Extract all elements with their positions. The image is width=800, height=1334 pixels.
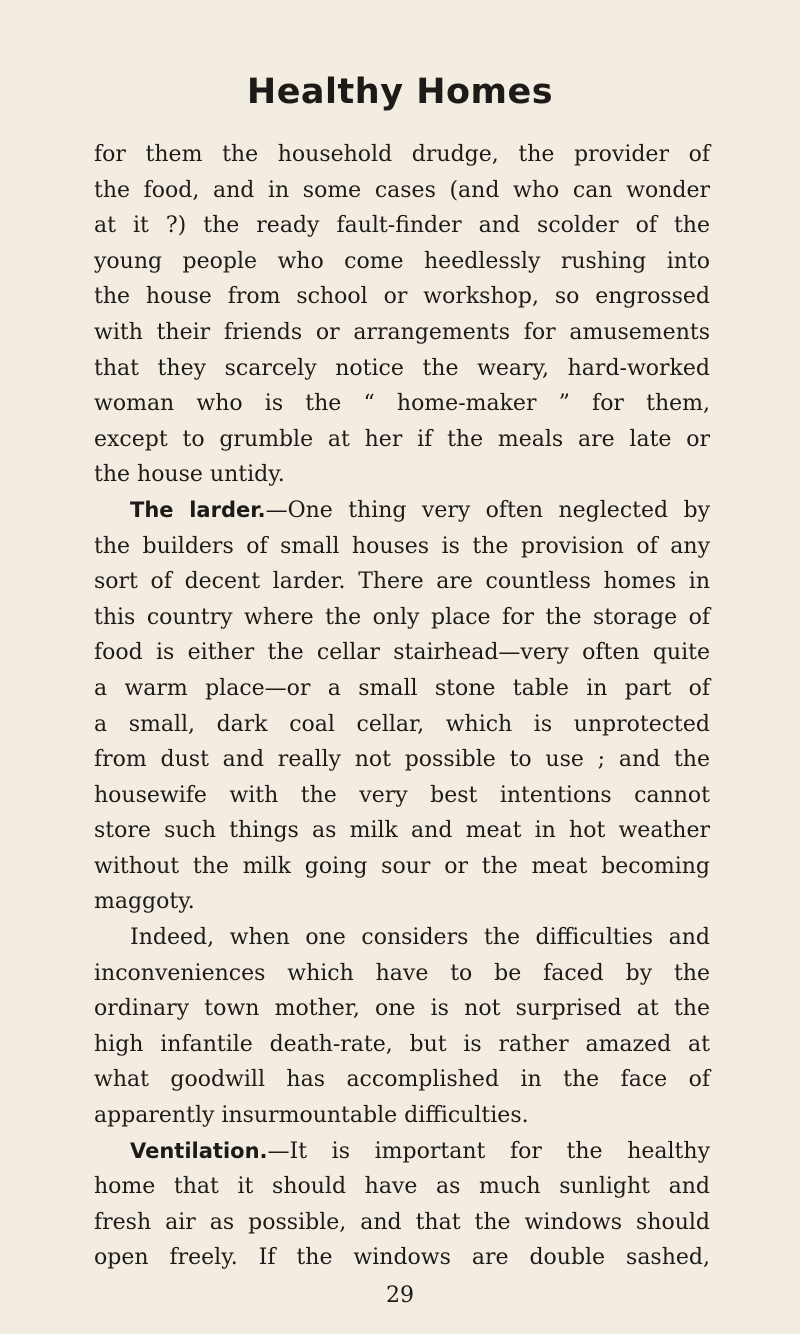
- text-line: [94, 991, 710, 1027]
- section-heading: Ventilation.: [130, 1138, 268, 1163]
- text-line: [94, 315, 710, 351]
- line-text: home that it should have as much sunlight and: [94, 1174, 710, 1200]
- text-line: [94, 707, 710, 743]
- text-line: [94, 457, 710, 493]
- line-text: at it ?) the ready fault-finder and scolder of the: [94, 213, 710, 239]
- text-line: [94, 884, 710, 920]
- line-text: inconveniences which have to be faced by the: [94, 960, 710, 986]
- line-text: maggoty.: [94, 889, 195, 915]
- body-text: [94, 137, 710, 1276]
- line-text: for them the household drudge, the provider of: [94, 142, 710, 167]
- line-text: with their friends or arrangements for amusements: [94, 319, 710, 345]
- line-text: housewife with the very best intentions cannot: [94, 782, 710, 808]
- line-text: open freely. If the windows are double sashed,: [94, 1245, 710, 1271]
- text-line: [94, 1205, 710, 1241]
- text-line: [94, 564, 710, 600]
- text-line: [94, 1134, 710, 1170]
- text-line: [94, 279, 710, 315]
- running-head: Healthy Homes: [246, 72, 554, 112]
- text-line: [94, 1062, 710, 1098]
- line-text: that they scarcely notice the weary, hard-worked: [94, 355, 710, 381]
- line-text: ordinary town mother, one is not surprised at the: [94, 996, 710, 1022]
- text-line: [94, 956, 710, 992]
- page-number: 29: [386, 1283, 414, 1308]
- line-text: the builders of small houses is the provision of any: [94, 533, 710, 559]
- line-text: a small, dark coal cellar, which is unprotected: [94, 711, 710, 737]
- line-text: —One thing very often neglected by: [265, 497, 710, 523]
- line-text: Indeed, when one considers the difficulties and: [130, 925, 710, 951]
- text-line: [94, 244, 710, 280]
- text-line: [94, 635, 710, 671]
- line-text: the house untidy.: [94, 462, 285, 488]
- line-text: sort of decent larder. There are countless homes in: [94, 569, 710, 595]
- text-line: [94, 813, 710, 849]
- text-line: [94, 1027, 710, 1063]
- text-line: [94, 173, 710, 209]
- line-text: this country where the only place for the storage of: [94, 604, 710, 630]
- line-text: except to grumble at her if the meals are late or: [94, 426, 710, 452]
- text-line: [94, 1169, 710, 1205]
- text-line: [94, 778, 710, 814]
- line-text: —It is important for the healthy: [267, 1138, 710, 1164]
- line-text: from dust and really not possible to use ; and the: [94, 747, 710, 773]
- text-line: [94, 493, 710, 529]
- line-text: the food, and in some cases (and who can wonder: [94, 177, 710, 203]
- section-heading: The larder.: [130, 497, 266, 522]
- text-line: [94, 742, 710, 778]
- text-line: [94, 351, 710, 387]
- line-text: a warm place—or a small stone table in part of: [94, 675, 710, 701]
- text-line: [94, 422, 710, 458]
- text-line: [94, 1240, 710, 1276]
- text-line: [94, 208, 710, 244]
- line-text: fresh air as possible, and that the windows should: [94, 1209, 710, 1235]
- line-text: high infantile death-rate, but is rather amazed at: [94, 1031, 710, 1057]
- text-line: [94, 849, 710, 885]
- text-line: [94, 920, 710, 956]
- line-text: without the milk going sour or the meat becoming: [94, 853, 710, 879]
- text-line: [94, 1098, 710, 1134]
- line-text: woman who is the “ home-maker ” for them,: [94, 391, 710, 417]
- text-line: [94, 386, 710, 422]
- line-text: store such things as milk and meat in hot weather: [94, 818, 710, 844]
- line-text: young people who come heedlessly rushing into: [94, 248, 710, 274]
- line-text: apparently insurmountable difficulties.: [94, 1103, 529, 1129]
- text-line: [94, 600, 710, 636]
- line-text: what goodwill has accomplished in the face of: [94, 1067, 710, 1093]
- line-text: the house from school or workshop, so engrossed: [94, 284, 710, 310]
- line-text: food is either the cellar stairhead—very often quite: [94, 640, 710, 666]
- text-line: [94, 671, 710, 707]
- text-line: [94, 137, 710, 173]
- text-line: [94, 529, 710, 565]
